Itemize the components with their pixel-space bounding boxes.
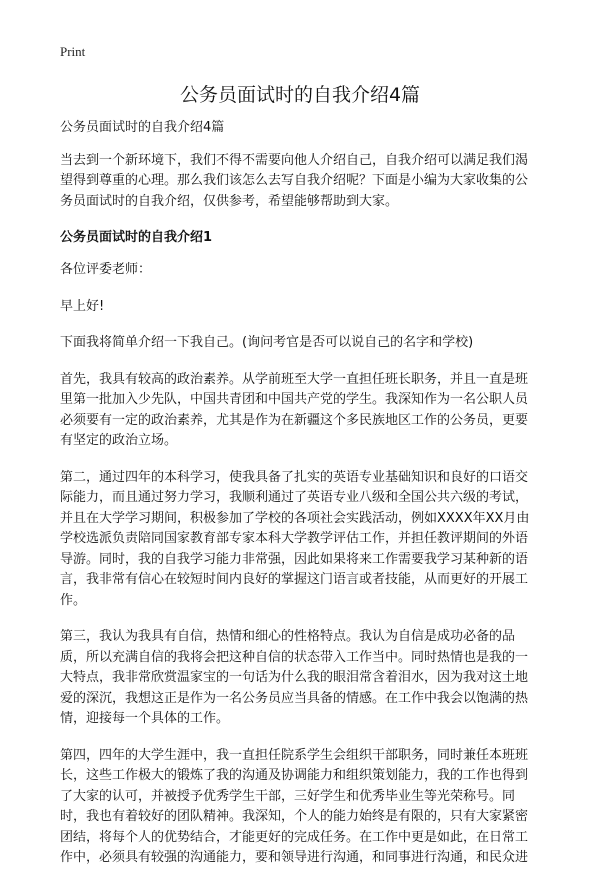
intro-paragraph: 当去到一个新环境下，我们不得不需要向他人介绍自己，自我介绍可以满足我们渴望得到尊重的心理。那么我们该怎么去写自我介绍呢？下面是小编为大家收集的公务员面试时的自我介绍，仅供参考，希望能够帮助到大家。 <box>60 152 529 209</box>
paragraph-second-point: 第二，通过四年的本科学习，使我具备了扎实的英语专业基础知识和良好的口语交际能力，而且通过努力学习，我顺利通过了英语专业八级和全国公共六级的考试，并且在大学学习期间，积极参加了学校的各项社会实践活动，例如XXXX年XX月由学校选派负责陪同国家教育部专家本科大学教学评估工作，并担任教评期间的外语导游。同时，我的自我学习能力非常强，因此如果将来工作需要我学习某种新的语言，我非常有信心在较短时间内良好的掌握这门语言或者技能，从而更好的开展工作。 <box>60 469 530 608</box>
paragraph-third-point: 第三，我认为我具有自信，热情和细心的性格特点。我认为自信是成功必备的品质，所以充满自信的我将会把这种自信的状态带入工作当中。同时热情也是我的一大特点，我非常欣赏温家宝的一句话为什么我的眼泪常含着泪水，因为我对这土地爱的深沉，我想这正是作为一名公务员应当具备的情感。在工作中我会以饱满的热情，迎接每一个具体的工作。 <box>60 629 529 726</box>
article-body <box>60 118 540 885</box>
paragraph-greeting-morning: 早上好! <box>60 298 105 314</box>
page-title: 公务员面试时的自我介绍4篇 <box>179 84 421 106</box>
paragraph-fourth-point: 第四，四年的大学生涯中，我一直担任院系学生会组织干部职务，同时兼任本班班长，这些工作极大的锻炼了我的沟通及协调能力和组织策划能力，我的工作也得到了大家的认可，并被授予优秀学生干部，三好学生和优秀毕业生等光荣称号。同时，我也有着较好的团队精神。我深知，个人的能力始终是有限的，只有大家紧密团结，将每个人的优势结合，才能更好的完成任务。在工作中更是如此，在日常工作中，必须具有较强的沟通能力，要和领导进行沟通，和同事进行沟通，和民众进 <box>60 747 529 865</box>
article-subtitle: 公务员面试时的自我介绍4篇 <box>60 120 225 135</box>
print-link[interactable]: Print <box>60 44 86 59</box>
paragraph-first-point: 首先，我具有较高的政治素养。从学前班至大学一直担任班长职务，并且一直是班里第一批加入少先队，中国共青团和中国共产党的学生。我深知作为一名公职人员必须要有一定的政治素养，尤其是作为在新疆这个多民族地区工作的公务员，更要有坚定的政治立场。 <box>60 371 529 448</box>
paragraph-greeting-audience: 各位评委老师： <box>60 262 152 277</box>
section-heading: 公务员面试时的自我介绍1 <box>60 230 213 245</box>
paragraph-introduction: 下面我将简单介绍一下我自己。(询问考官是否可以说自己的名字和学校) <box>60 335 474 350</box>
